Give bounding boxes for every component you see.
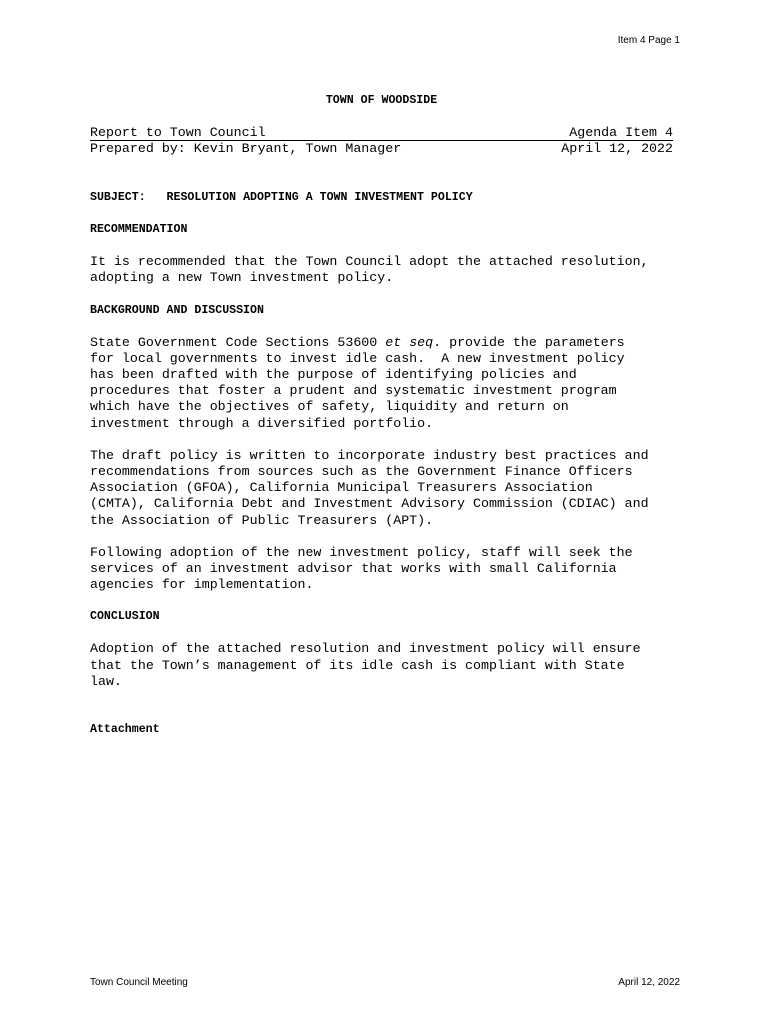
text-line: services of an investment advisor that works with small California (90, 561, 617, 577)
page-footer (90, 977, 680, 988)
background-paragraph-3 (90, 545, 673, 594)
town-title: TOWN OF WOODSIDE (325, 94, 438, 107)
text-line: agencies for implementation. (90, 577, 314, 593)
text-line: adopting a new Town investment policy. (90, 270, 394, 286)
background-paragraph-1 (90, 335, 673, 432)
text-line: Association (GFOA), California Municipal Treasurers Association (90, 480, 593, 496)
footer-meeting: Town Council Meeting (90, 977, 188, 988)
subject-text: RESOLUTION ADOPTING A TOWN INVESTMENT POLICY (166, 191, 473, 204)
text-line: (CMTA), California Debt and Investment Advisory Commission (CDIAC) and (90, 496, 649, 512)
text-line: The draft policy is written to incorporate industry best practices and (90, 447, 649, 463)
conclusion-paragraph (90, 641, 673, 690)
report-to: Report to Town Council (90, 125, 266, 140)
text-line: which have the objectives of safety, liquidity and return on (90, 399, 569, 415)
recommendation-heading: RECOMMENDATION (90, 223, 188, 237)
italic-text: et seq (385, 334, 434, 350)
attachment-heading: Attachment (90, 723, 160, 737)
subject-label: SUBJECT: (90, 191, 146, 204)
text-line: Following adoption of the new investment policy, staff will seek the (90, 544, 633, 560)
text-line: investment through a diversified portfolio. (90, 415, 434, 431)
report-date: April 12, 2022 (561, 141, 673, 156)
text-line: Adoption of the attached resolution and investment policy will ensure (90, 641, 641, 657)
subject-line (90, 190, 673, 206)
text-line: for local governments to invest idle cash. A new investment policy (90, 350, 625, 366)
text-segment: State Government Code Sections 53600 (90, 334, 386, 350)
recommendation-paragraph (90, 254, 673, 286)
text-line: procedures that foster a prudent and systematic investment program (90, 383, 617, 399)
text-line: that the Town’s management of its idle cash is compliant with State (90, 657, 625, 673)
document-body (90, 93, 673, 738)
text-line (90, 335, 673, 351)
conclusion-heading: CONCLUSION (90, 610, 160, 624)
text-line: has been drafted with the purpose of identifying policies and (90, 367, 577, 383)
text-segment: . provide the parameters (433, 334, 625, 350)
agenda-item: Agenda Item 4 (569, 125, 673, 140)
background-heading: BACKGROUND AND DISCUSSION (90, 303, 264, 317)
background-paragraph-2 (90, 448, 673, 529)
page-number-label: Item 4 Page 1 (617, 35, 680, 46)
footer-date: April 12, 2022 (618, 977, 680, 988)
prepared-by: Prepared by: Kevin Bryant, Town Manager (90, 141, 402, 156)
prepared-meta-row (90, 141, 673, 157)
text-line: It is recommended that the Town Council adopt the attached resolution, (90, 254, 649, 270)
text-line: the Association of Public Treasurers (APT). (90, 512, 434, 528)
text-line: recommendations from sources such as the Government Finance Officers (90, 464, 633, 480)
report-meta-row (90, 125, 673, 141)
text-line: law. (90, 673, 122, 689)
